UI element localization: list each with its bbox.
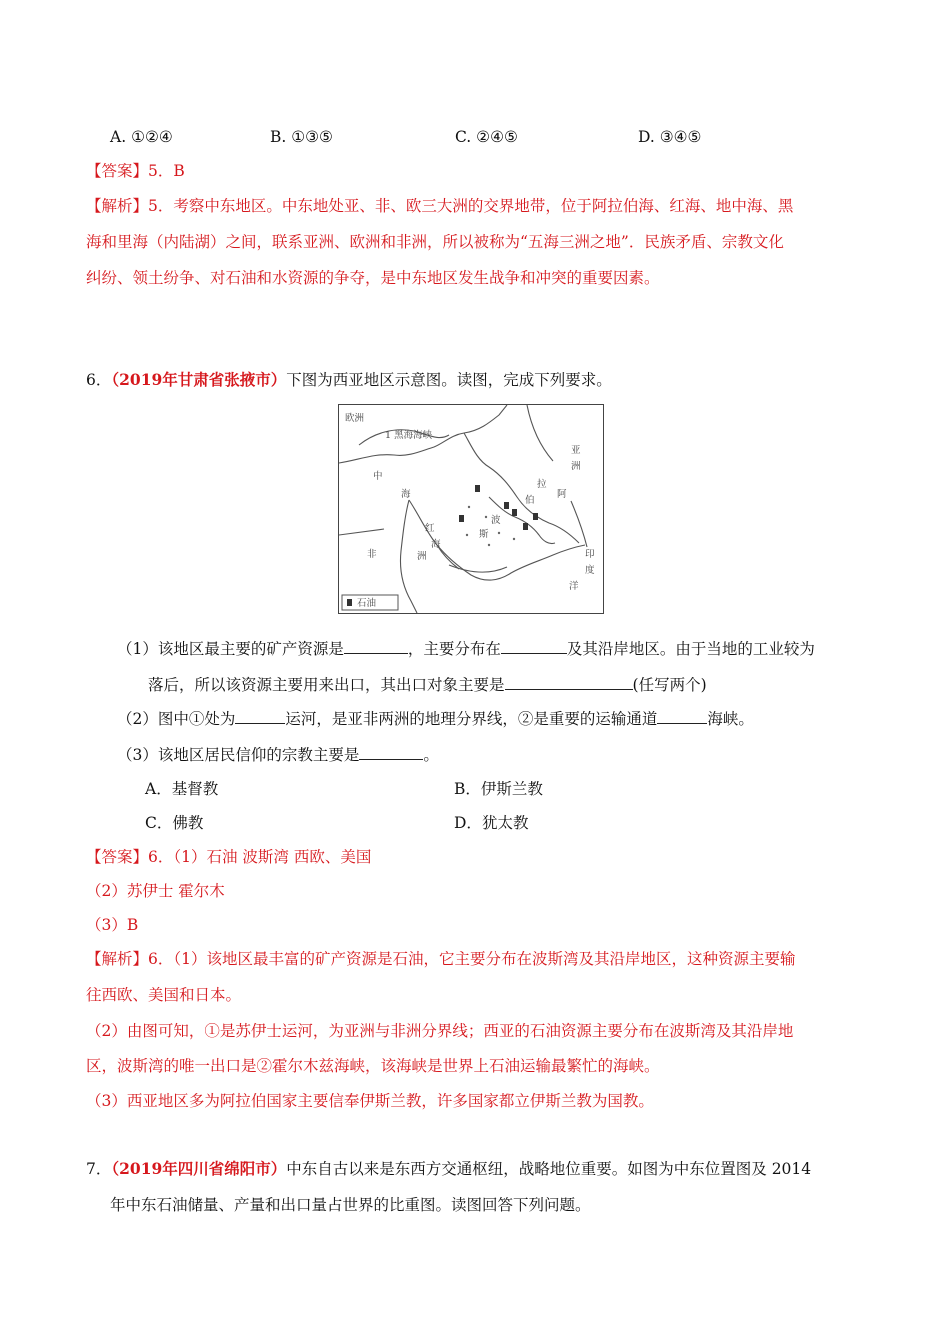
- q6-source: （2019年甘肃省张掖市）: [111, 370, 287, 389]
- map-label-india: 印: [585, 549, 595, 560]
- map-label-arabia: 伯: [525, 495, 535, 506]
- q6-analysis-line: 区，波斯湾的唯一出口是②霍尔木兹海峡，该海峡是世界上石油运输最繁忙的海峡。: [86, 1057, 660, 1075]
- answer-blank[interactable]: [235, 708, 285, 724]
- map-label-red-sea: 红: [425, 523, 435, 534]
- q6-analysis-line: （3）西亚地区多为阿拉伯国家主要信奉伊斯兰教，许多国家都立伊斯兰教为国教。: [86, 1092, 654, 1110]
- answer-blank[interactable]: [505, 674, 633, 690]
- q6-stem: [86, 369, 612, 391]
- q6-analysis-line: 【解析】6．（1）该地区最丰富的矿产资源是石油，它主要分布在波斯湾及其沿岸地区，这种资源主要输: [86, 950, 796, 968]
- map-label-arabia: 阿: [557, 489, 567, 500]
- q7-stem: [86, 1158, 811, 1180]
- q7-source: （2019年四川省绵阳市）: [111, 1159, 287, 1178]
- map-label-strait: 1 黑海海峡: [385, 430, 433, 441]
- q6-answer-line: （2）苏伊士 霍尔木: [86, 882, 225, 900]
- map-label-africa: 洲: [417, 551, 427, 562]
- q5-analysis-line: 海和里海（内陆湖）之间，联系亚洲、欧洲和非洲，所以被称为“五海三洲之地”．民族矛盾、宗教文化: [86, 233, 784, 251]
- q6-answer-line: 【答案】6．（1）石油 波斯湾 西欧、美国: [86, 848, 372, 866]
- q7-number: 7．: [86, 1160, 112, 1178]
- q6-sub1: （1）该地区最主要的矿产资源是 ，主要分布在 及其沿岸地区。由于当地的工业较为: [117, 640, 815, 658]
- map-label-africa: 非: [367, 549, 377, 560]
- q6-sub3: （3）该地区居民信仰的宗教主要是 。: [117, 746, 439, 764]
- answer-blank[interactable]: [501, 638, 567, 654]
- q5-answer: 【答案】5．B: [86, 162, 185, 180]
- map-legend-oil: 石油: [357, 598, 377, 609]
- map-label-persian: 斯: [479, 529, 489, 540]
- q5-option-b: B. ①③⑤: [270, 128, 333, 146]
- q6-stem-text: 下图为西亚地区示意图。读图，完成下列要求。: [286, 371, 612, 389]
- map-label-arabia: 拉: [537, 479, 547, 490]
- map-drawing: [339, 405, 603, 613]
- west-asia-map: [338, 404, 604, 614]
- map-label-red-sea: 海: [431, 539, 441, 550]
- q5-option-d: D. ③④⑤: [638, 128, 702, 146]
- map-label-ocean: 洋: [569, 581, 579, 592]
- q5-analysis-line: 【解析】5．考察中东地区。中东地处亚、非、欧三大洲的交界地带，位于阿拉伯海、红海、地中海、黑: [86, 197, 794, 215]
- q6-choice-d: D．犹太教: [454, 814, 529, 832]
- answer-blank[interactable]: [657, 708, 707, 724]
- q5-analysis-line: 纠纷、领土纷争、对石油和水资源的争夺，是中东地区发生战争和冲突的重要因素。: [86, 269, 660, 287]
- map-label-mediterranean: 海: [401, 489, 411, 500]
- map-label-asia: 洲: [571, 461, 581, 472]
- q6-analysis-line: 往西欧、美国和日本。: [86, 986, 242, 1004]
- answer-blank[interactable]: [344, 638, 408, 654]
- q7-stem-text: 中东自古以来是东西方交通枢纽，战略地位重要。如图为中东位置图及 2014: [286, 1160, 812, 1178]
- q6-number: 6．: [86, 371, 112, 389]
- q6-sub2: （2）图中①处为 运河，是亚非两洲的地理分界线，②是重要的运输通道 海峡。: [117, 710, 754, 728]
- q6-analysis-line: （2）由图可知，①是苏伊士运河，为亚洲与非洲分界线；西亚的石油资源主要分布在波斯湾及其沿岸地: [86, 1022, 794, 1040]
- q5-option-a: A. ①②④: [110, 128, 173, 146]
- answer-blank[interactable]: [359, 744, 423, 760]
- map-label-persian: 波: [491, 515, 501, 526]
- q5-option-c: C. ②④⑤: [455, 128, 518, 146]
- map-label-asia: 亚: [571, 445, 581, 456]
- q6-sub1-line2: 落后，所以该资源主要用来出口，其出口对象主要是 (任写两个): [148, 676, 707, 694]
- q6-choice-c: C．佛教: [145, 814, 204, 832]
- map-label-mediterranean: 中: [373, 471, 383, 482]
- q6-choice-a: A．基督教: [145, 780, 219, 798]
- q7-stem-line2: 年中东石油储量、产量和出口量占世界的比重图。读图回答下列问题。: [110, 1196, 591, 1214]
- q6-choice-b: B．伊斯兰教: [454, 780, 543, 798]
- q6-answer-line: （3）B: [86, 916, 139, 934]
- map-label-europe: 欧洲: [345, 413, 365, 424]
- map-label-india: 度: [585, 565, 595, 576]
